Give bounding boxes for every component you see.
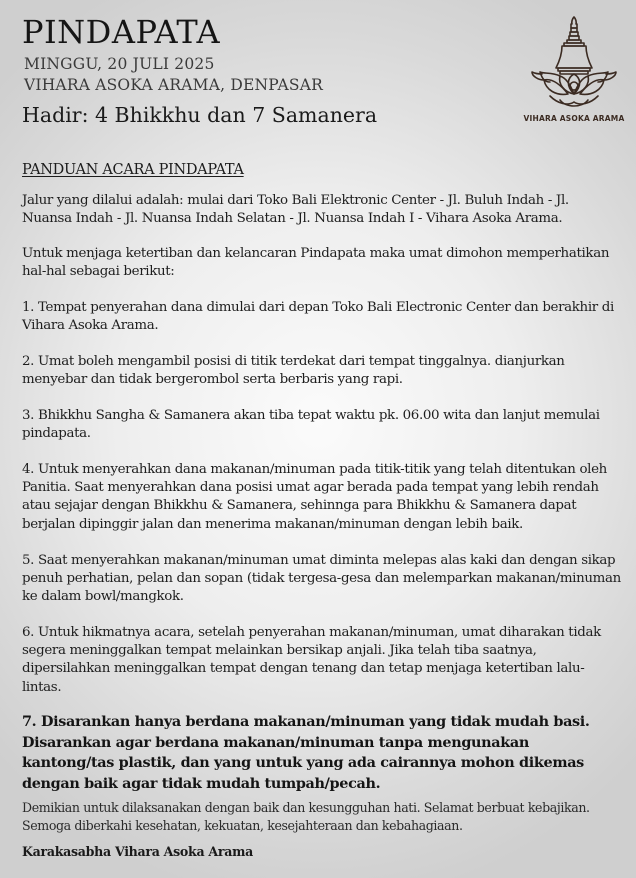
guide-item: 4. Untuk menyerahkan dana makanan/minuman pada titik-titik yang telah ditentukan oleh Panitia. Saat menyerahkan dana posisi umat agar berada pada tempat yang lebih rendah atau sejajar dengan Bhikkhu & Samanera, sehinnga para Bhikkhu & Samanera dapat berjalan dipinggir jalan dan menerima makanan/minuman dengan lebih baik.: [22, 462, 607, 532]
signature: Karakasabha Vihara Asoka Arama: [22, 844, 253, 859]
guide-item: 6. Untuk hikmatnya acara, setelah penyerahan makanan/minuman, umat diharakan tidak segera meninggalkan tempat melainkan bersikap anjali. Jika telah tiba saatnya, dipersilahkan meninggalkan tempat dengan tenang dan tetap menjaga ketertiban lalu-lintas.: [22, 625, 601, 695]
closing-paragraph: Demikian untuk dilaksanakan dengan baik dan kesungguhan hati. Selamat berbuat kebajikan. Semoga diberkahi kesehatan, kekuatan, kesejahteraan dan kebahagiaan.: [22, 800, 590, 833]
event-date: MINGGU, 20 JULI 2025: [24, 55, 215, 73]
logo-caption: VIHARA ASOKA ARAMA: [523, 114, 625, 123]
intro-paragraph: Untuk menjaga ketertiban dan kelancaran Pindapata maka umat dimohon memperhatikan hal-hal sebagai berikut:: [22, 246, 610, 280]
page-title: PINDAPATA: [22, 13, 221, 51]
event-location: VIHARA ASOKA ARAMA, DENPASAR: [24, 76, 323, 94]
section-title: PANDUAN ACARA PINDAPATA: [22, 162, 244, 178]
stupa-lotus-icon: [520, 14, 628, 110]
route-paragraph: Jalur yang dilalui adalah: mulai dari Toko Bali Elektronic Center - Jl. Buluh Indah - Jl. Nuansa Indah - Jl. Nuansa Indah Selatan - Jl. Nuansa Indah I - Vihara Asoka Arama.: [22, 193, 569, 227]
guide-item: 3. Bhikkhu Sangha & Samanera akan tiba tepat waktu pk. 06.00 wita dan lanjut memulai pindapata.: [22, 408, 600, 442]
guide-item-emphasis: 7. Disarankan hanya berdana makanan/minuman yang tidak mudah basi. Disarankan agar berdana makanan/minuman tanpa mengunakan kantong/tas plastik, dan yang untuk yang ada cairannya mohon dikemas dengan baik agar tidak mudah tumpah/pecah.: [22, 713, 590, 792]
guide-item: 1. Tempat penyerahan dana dimulai dari depan Toko Bali Electronic Center dan berakhir di Vihara Asoka Arama.: [22, 300, 614, 334]
guide-item: 2. Umat boleh mengambil posisi di titik terdekat dari tempat tinggalnya. dianjurkan menyebar dan tidak bergerombol serta berbaris yang rapi.: [22, 354, 565, 388]
guide-item: 5. Saat menyerahkan makanan/minuman umat diminta melepas alas kaki dan dengan sikap penuh perhatian, pelan dan sopan (tidak tergesa-gesa dan melemparkan makanan/minuman ke dalam bowl/mangkok.: [22, 553, 621, 605]
attendance-line: Hadir: 4 Bhikkhu dan 7 Samanera: [22, 103, 378, 127]
vihara-logo: [520, 14, 628, 126]
